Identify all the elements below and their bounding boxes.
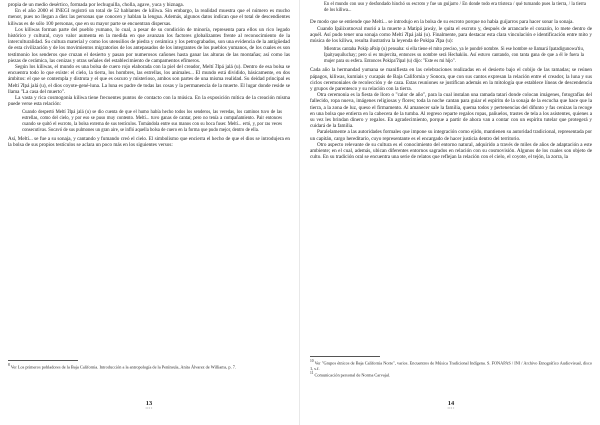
paragraph: Otro aspecto relevante de su cultura es el conocimiento del entorno natural, adquirido a través de miles de años de adaptación a este ambiente; en el cual, además, ubican diferentes entornos sagrados en relación con su cosmovisión. Algunos de los cuales son objeto de culto. En su tradición oral se encuentra una serie de relatos que reflejan la relación con el cielo, el coyote, el tejón, la zorra, la xyxy=(310,141,592,161)
footnote-text: Ver "Grupos étnicos de Baja California Norte", varios. Encuentros de Música Tradicional Indígena. S. FONAPAS / INI / Archivo Etnográfico Audiovisual, disco 1, s.f. xyxy=(310,360,592,371)
footnote-rule xyxy=(8,360,78,361)
quote-text: En el mundo con uso y desfondado hinchó su escroto y fue un guijarro / En donde todo era tristeza / qué turnando pues la tierra, / la tierra de los kiliwa... xyxy=(324,2,586,13)
page-number-ornament: I I I I xyxy=(145,407,153,410)
footnote xyxy=(310,359,592,371)
footnote-rule xyxy=(310,356,380,357)
left-page xyxy=(8,0,290,425)
page-number xyxy=(310,400,592,410)
paragraph: propia de un medio desértico, formada por lechuguilla, cholla, agave, yuca y biznaga. xyxy=(8,2,184,8)
paragraph: Paralelamente a las autoridades formales que impone su integración como ejido, mantienen su autoridad tradicional, representada por un capitán, cargo hereditario, cuyo representante es el encargado de hacer justicia dentro del territorio. xyxy=(310,129,592,142)
block-quote xyxy=(22,110,282,133)
paragraph: Según los kiliwas, el mundo es una bolsa de cuero rojo elaborada con la piel del creador, Meltí ʔIpá jalá (u). Dentro de esa bolsa se encuentra todo lo que existe: el cielo, la tierra, los hombres, las estrellas, los animales... El mundo está dividido, básicamente, en dos ámbitos: el que se contempla y distruta y el que es oscuro y misterioso, ambos son partes de una misma realidad. Su deidad principal es Meltí ʔIpá jalá (u), el dios coyote-gené-luna. La luna es padre de todas las cosas y la permanencia de la muerte. El lugar donde reside se llama "La casa del muerto". xyxy=(8,64,290,95)
page-number-value: 14 xyxy=(447,400,455,407)
left-page-body xyxy=(8,2,290,149)
footnotes xyxy=(8,360,290,370)
paragraph: De modo que se entiende que Meltí... se introdujo en la bolsa de su escroto porque no había guijarros para hacer sonar la sonaja. xyxy=(310,19,574,26)
block-quote xyxy=(324,47,584,64)
page-number-value: 13 xyxy=(145,400,153,407)
paragraph: Cuando Ipáiixotnoval murió a la muerte a Matipá jawáy, le quita el escroto y, después de arrancarle el corazón, lo mete dentro de aquél. Así pudo tener una sonaja como Meltí ʔIpá jalá (u). Finalmente, para destacar esta clara vinculación e identificación entre mito y música de los kiliwa, resulta ilustrativa la leyenda de Pokipa ʔIpa (u): xyxy=(310,25,592,45)
footnote-mark: 8 xyxy=(8,363,10,367)
footnote-mark: 11 xyxy=(310,370,314,375)
footnote-mark: 10 xyxy=(310,359,314,363)
paragraph: Otra ceremonia es la fiesta de lloro o "calor de año", para la cual instalan una ramada tatarí donde colocan imágenes, fotografías del fallecido, ropa nueva, imágenes religiosas y flores; toda la noche cantan para guiar el espíritu de la sonaja de la escucha que hace que la tierra, a la zona de luz, queso el firmamento. Al amanecer sale la familia, quema todos y pertenencias del difunto y fas cenizas la recoge en una bolsa que entierra en la cabecera de la tumba. Al regreso reparte regalos ropas, pañuelos, trastes de tela a los asistentes, quienes a su vez les brindan dinero y regalos. En agradecimiento, porque a partir de ahora van a contar con un espíritu tutelar que protegerá y cuidará de la familia. xyxy=(310,92,592,130)
footnote-text: Ver Los primeros pobladores de la Baja California. Introducción a la antropología de la Península, Anita Álvarez de Williams, p. 7. xyxy=(10,364,236,370)
page-gutter xyxy=(299,0,300,425)
paragraph: Así, Meltí... se fue a su sonaja, y cantando y fumando creó el cielo. El simbolismo que encierra el hecho de que el dios se introdujera en la bolsa de sus propios testículos se aclara un poco más en los siguientes versos: xyxy=(8,136,290,149)
footnote xyxy=(310,371,592,378)
paragraph: Cada año la hermandad yumana se manifiesta en las celebraciones realizadas en el desierto bajo el cobijo de las ramadas; se reúnen pápagos, kiliwas, kumiais y cucapás de Baja California y Sonora, que con sus cantos expresan la relación entre el creador, la luna y sus ciclos ceremoniales de recolección y de caza. Estas reuniones se justifican además en la mitología que establece líneas de descendencia y grupos de parentesco y su relación con la tierra. xyxy=(310,67,592,92)
page-number-ornament: I I I I xyxy=(447,407,455,410)
paragraph: La vasta y rica cosmogonía kiliwa tiene frecuentes puntos de contacto con la música. En la exposición mítica de la creación misma puede verse esta relación: xyxy=(8,95,290,108)
right-page xyxy=(310,0,592,425)
block-quote xyxy=(324,2,586,13)
paragraph: En el año 2000 el INEGI registró un total de 52 hablantes de kiliwa. Sin embargo, la realidad muestra que el número es mucho menor, pues no llegan a diez las personas que conocen y hablan la lengua. Además, algunos datos indican que el total de descendientes kiliwas es de sólo 100 personas, que en su mayor parte se encuentran dispersas. xyxy=(8,8,290,27)
right-page-body xyxy=(310,2,592,160)
page-number xyxy=(8,400,290,410)
footnote-text: Comunicación personal de Norma Carvajal. xyxy=(314,372,391,378)
footnotes xyxy=(310,356,592,377)
footnote xyxy=(8,363,290,370)
quote-text: Mientras cantaba Pokip aPaip (u) pensaba: si ella tiene el mito preciso, ya le pondré nombre. Si ese hombre se llamará Ipatadigunowa'tiu, Ipaityaquiluchay; pero si es mujercita, entonces su nombre será Hechakiiu. Así estuvo cantando, con tanta gana de que a él le fuera la mujer para su esfera. Entonces Pokipa'ʔipal (u) dijo: "Este es mi hijo". xyxy=(324,47,584,64)
paragraph: Los kiliwas forman parte del pueblo yumano, lo cual, a pesar de su condición de minoría, representa para ellos un rico legado histórico y cultural, cuyo valor aumenta en la medida en que avanzan los factores globalizantes frente al reconocimiento de la interculturalidad. Su cultura material y como los utensilios de piedra y cerámica y los petrograbados, son una evidencia de la antigüedad de esta civilización y de los movimientos migratorios de los antepasados de los integrantes de los pueblos yumanos, de los cuales es son testimonio los senderos que cruzan el desierto y pasan por numerosos cañones hasta ganar las alturas de las montañas; así como las piezas de cerámica, las cenizas y otras señales del establecimiento de campamentos efímeros. xyxy=(8,26,290,64)
quote-text: Cuando despertó Meltí ʔIpá jalá (u) se dio cuenta de que el humo había hecho todos los senderos, las veredas, los caminos tuvo de las estrellas, como del cielo, y por eso se puso muy contento. Meltí... tuvo ganas de cantar, pero no tenía a compañamiento. Pair entonces cuando se quitó el escroto, la bolsa externa de sus testículos. Tomándola entre sus manos con su boca fuser. Meltí... ertó, y, por ras veces consecutivas. Socavó de sus pulmones un gran aire, se infló aquella bolsa de cuero en la forma que pudo mejor, dentro de ella. xyxy=(22,110,282,133)
